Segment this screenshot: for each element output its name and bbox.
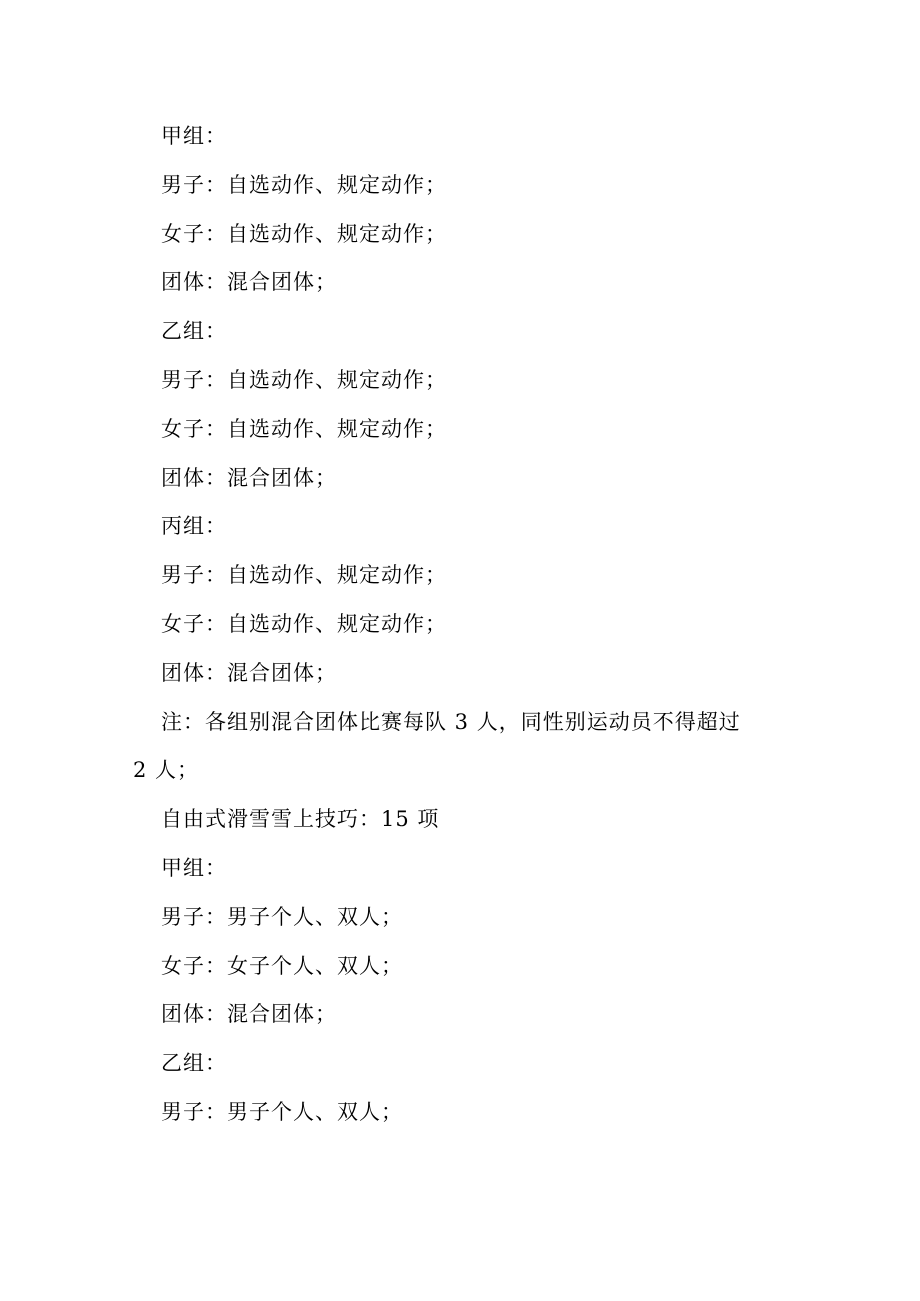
- moguls-group-a-women: 女子：女子个人、双人；: [161, 953, 403, 978]
- moguls-group-a-men: 男子：男子个人、双人；: [161, 904, 403, 929]
- moguls-group-b-heading: 乙组：: [161, 1051, 227, 1076]
- moguls-group-b-men: 男子：男子个人、双人；: [161, 1099, 403, 1124]
- group-c-team: 团体：混合团体；: [161, 660, 337, 685]
- group-c-women: 女子：自选动作、规定动作；: [161, 611, 447, 636]
- note-line-1: 注：各组别混合团体比赛每队 3 人，同性别运动员不得超过: [161, 709, 741, 734]
- group-c-men: 男子：自选动作、规定动作；: [161, 563, 447, 588]
- document-body: [133, 112, 773, 1137]
- moguls-heading: 自由式滑雪雪上技巧：15 项: [161, 807, 440, 832]
- group-a-women: 女子：自选动作、规定动作；: [161, 221, 447, 246]
- moguls-group-a-heading: 甲组：: [161, 855, 227, 880]
- note-line-2: 2 人；: [133, 758, 200, 783]
- group-b-team: 团体：混合团体；: [161, 465, 337, 490]
- moguls-group-a-team: 团体：混合团体；: [161, 1002, 337, 1027]
- group-b-men: 男子：自选动作、规定动作；: [161, 367, 447, 392]
- group-a-team: 团体：混合团体；: [161, 270, 337, 295]
- group-a-heading: 甲组：: [161, 124, 227, 148]
- group-c-heading: 丙组：: [161, 514, 227, 539]
- group-b-heading: 乙组：: [161, 319, 227, 344]
- group-a-men: 男子：自选动作、规定动作；: [161, 172, 447, 197]
- group-b-women: 女子：自选动作、规定动作；: [161, 416, 447, 441]
